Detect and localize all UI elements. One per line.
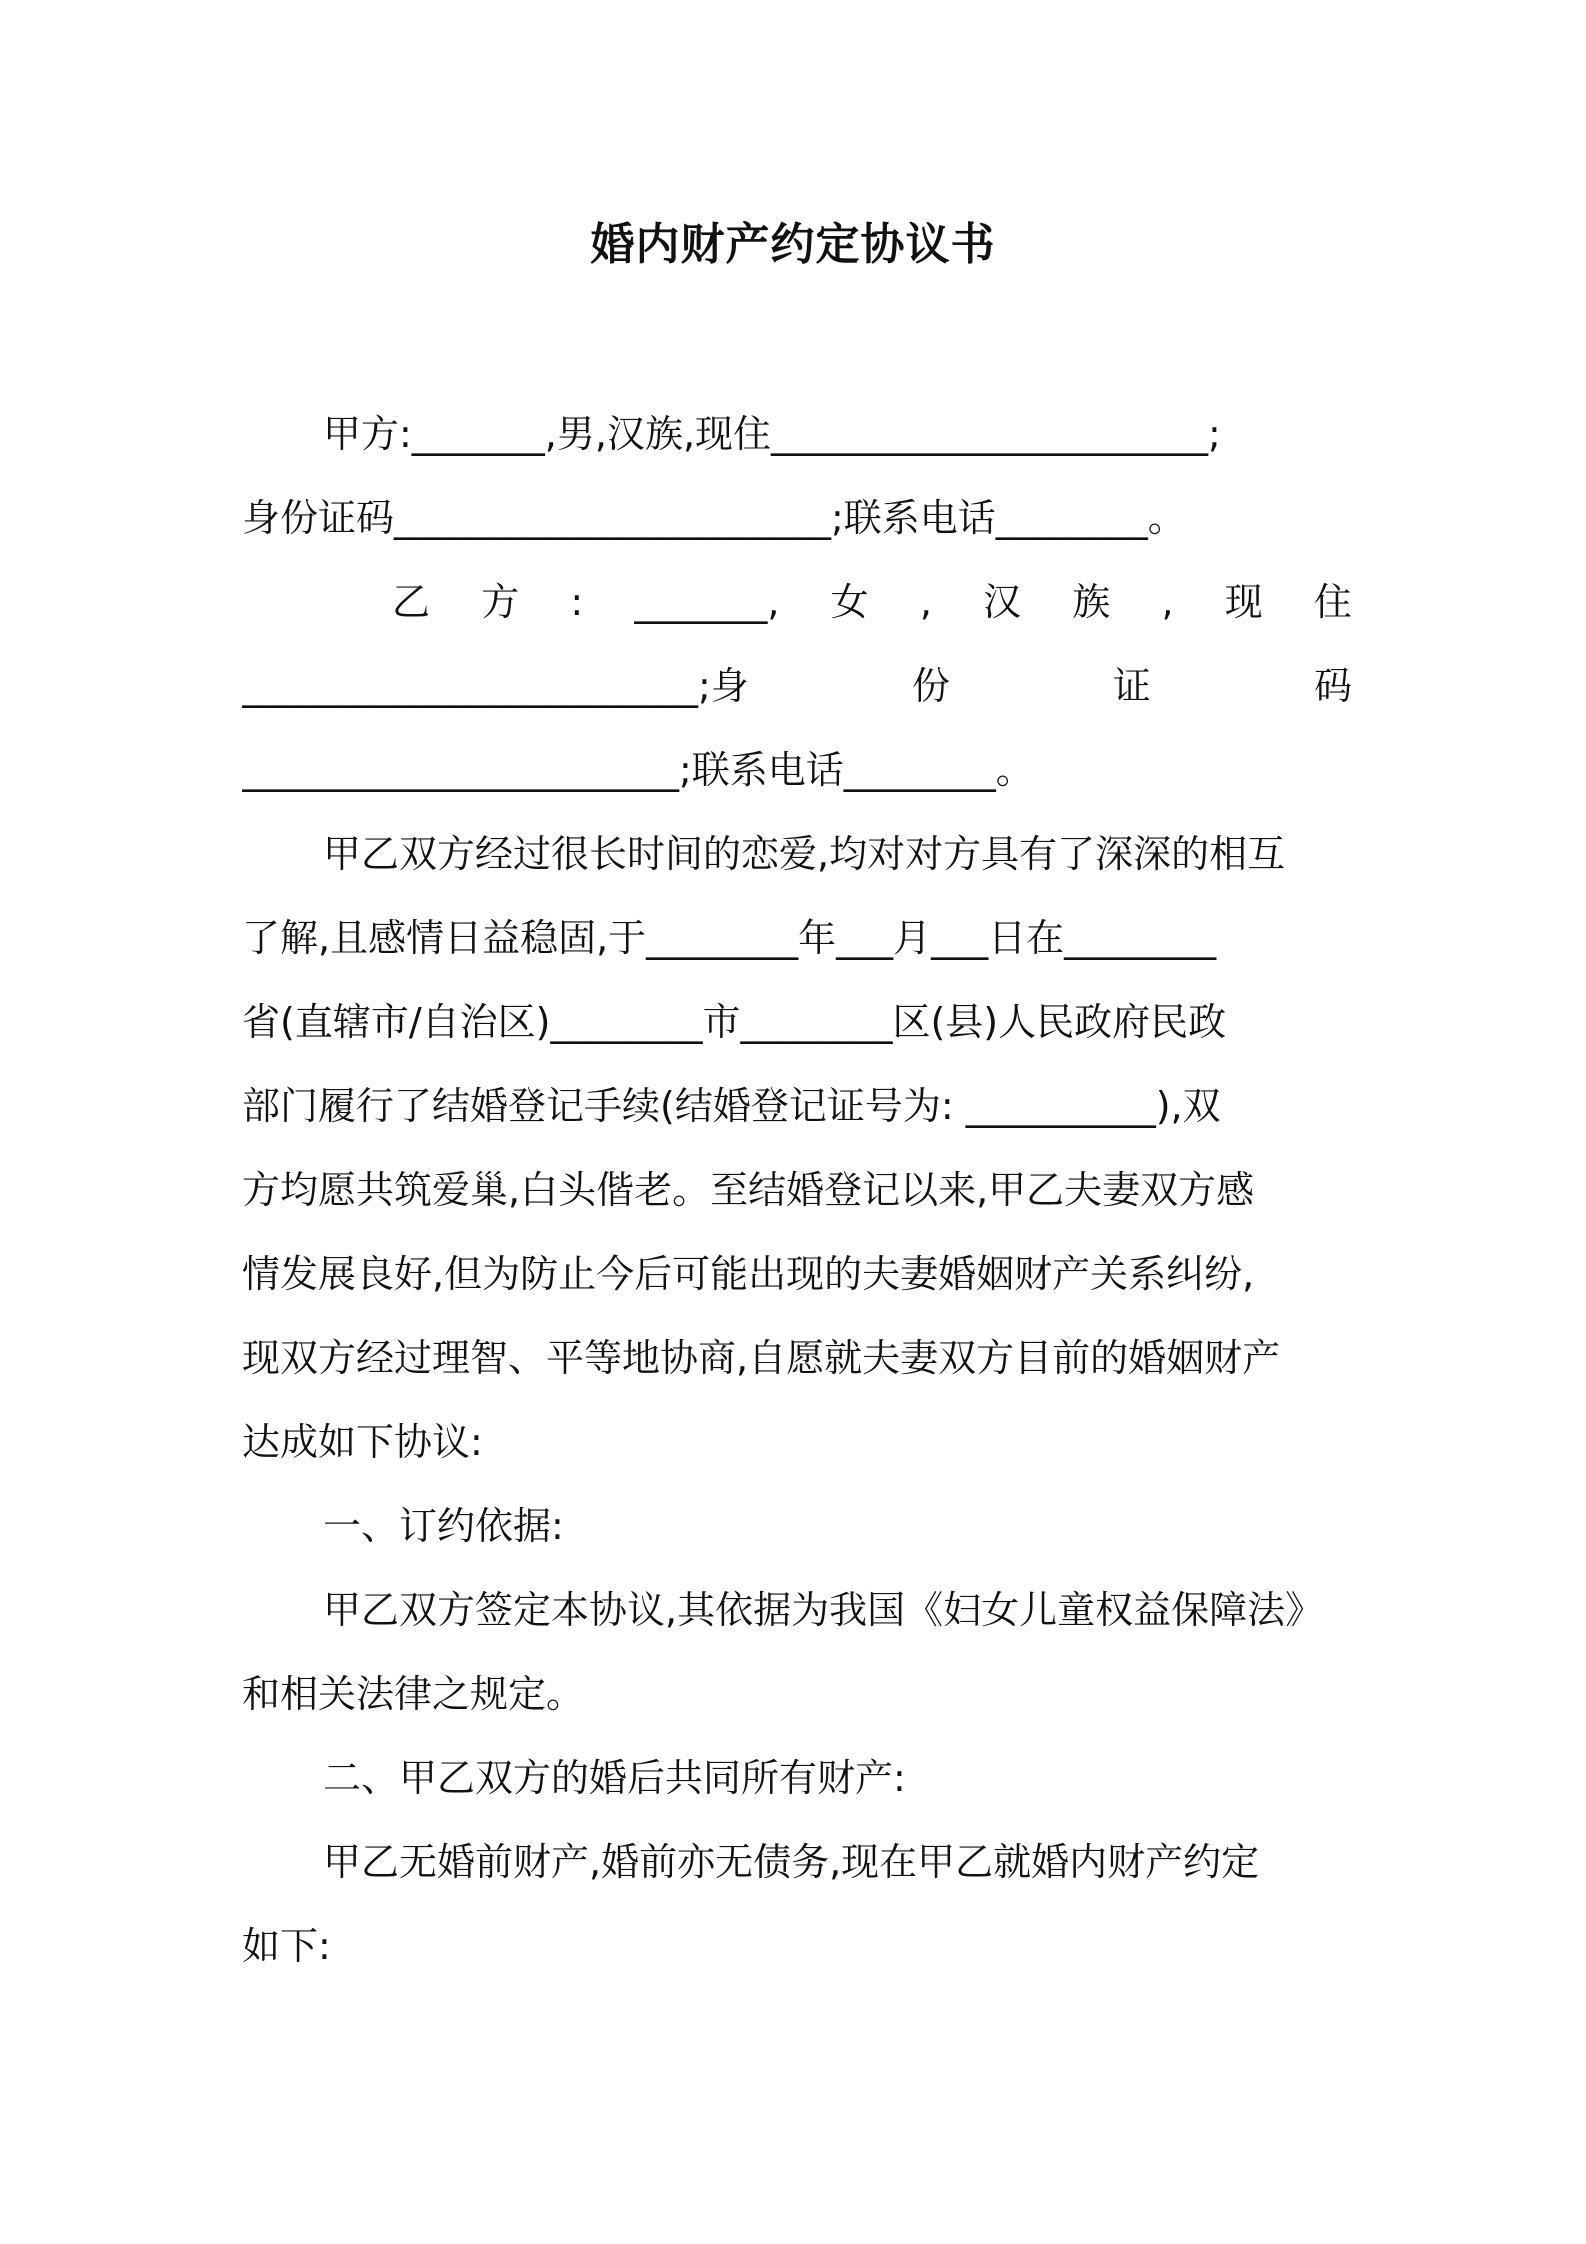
party-b-token: , xyxy=(919,580,932,624)
preamble-line: 部门履行了结婚登记手续(结婚登记证号为: __________),双 xyxy=(242,1084,1221,1128)
party-a-line-1: 甲方:_______,男,汉族,现住_______________________; xyxy=(323,412,1221,456)
party-b-token: ________________________;身 xyxy=(242,664,749,708)
section-1-body-line: 甲乙双方签定本协议,其依据为我国《妇女儿童权益保障法》 xyxy=(323,1588,1324,1632)
party-b-line-2 xyxy=(242,644,1352,728)
party-b-token: 住 xyxy=(1313,580,1352,624)
party-b-line-3: _______________________;联系电话________。 xyxy=(242,748,1034,792)
section-2-body-line: 甲乙无婚前财产,婚前亦无债务,现在甲乙就婚内财产约定 xyxy=(323,1840,1260,1884)
party-b-token: _______, xyxy=(634,580,780,624)
party-b-token: 码 xyxy=(1313,664,1352,708)
preamble-line: 了解,且感情日益稳固,于________年___月___日在________ xyxy=(242,916,1217,960)
document-title: 婚内财产约定协议书 xyxy=(590,219,996,270)
preamble-line: 方均愿共筑爱巢,白头偕老。至结婚登记以来,甲乙夫妻双方感 xyxy=(242,1168,1255,1212)
section-1-body-line: 和相关法律之规定。 xyxy=(242,1672,585,1716)
party-b-token: 现 xyxy=(1224,580,1263,624)
party-b-line-1 xyxy=(392,560,1352,644)
party-b-token: : xyxy=(570,580,584,624)
party-a-line-2: 身份证码_______________________;联系电话________。 xyxy=(242,496,1186,540)
party-b-token: 份 xyxy=(911,664,950,708)
preamble-line: 达成如下协议: xyxy=(242,1420,483,1464)
preamble-line: 情发展良好,但为防止今后可能出现的夫妻婚姻财产关系纠纷, xyxy=(242,1252,1255,1296)
party-b-token: 族 xyxy=(1072,580,1111,624)
party-b-token: , xyxy=(1161,580,1174,624)
party-b-token: 方 xyxy=(481,580,520,624)
section-2-heading: 二、甲乙双方的婚后共同所有财产: xyxy=(323,1756,906,1800)
section-2-body-line: 如下: xyxy=(242,1924,331,1968)
party-b-token: 汉 xyxy=(983,580,1022,624)
party-b-token: 女 xyxy=(830,580,869,624)
party-b-token: 证 xyxy=(1112,664,1151,708)
preamble-line: 甲乙双方经过很长时间的恋爱,均对对方具有了深深的相互 xyxy=(323,832,1286,876)
section-1-heading: 一、订约依据: xyxy=(323,1504,564,1548)
preamble-line: 现双方经过理智、平等地协商,自愿就夫妻双方目前的婚姻财产 xyxy=(242,1336,1281,1380)
party-b-token: 乙 xyxy=(392,580,431,624)
preamble-line: 省(直辖市/自治区)________市________区(县)人民政府民政 xyxy=(242,1000,1227,1044)
